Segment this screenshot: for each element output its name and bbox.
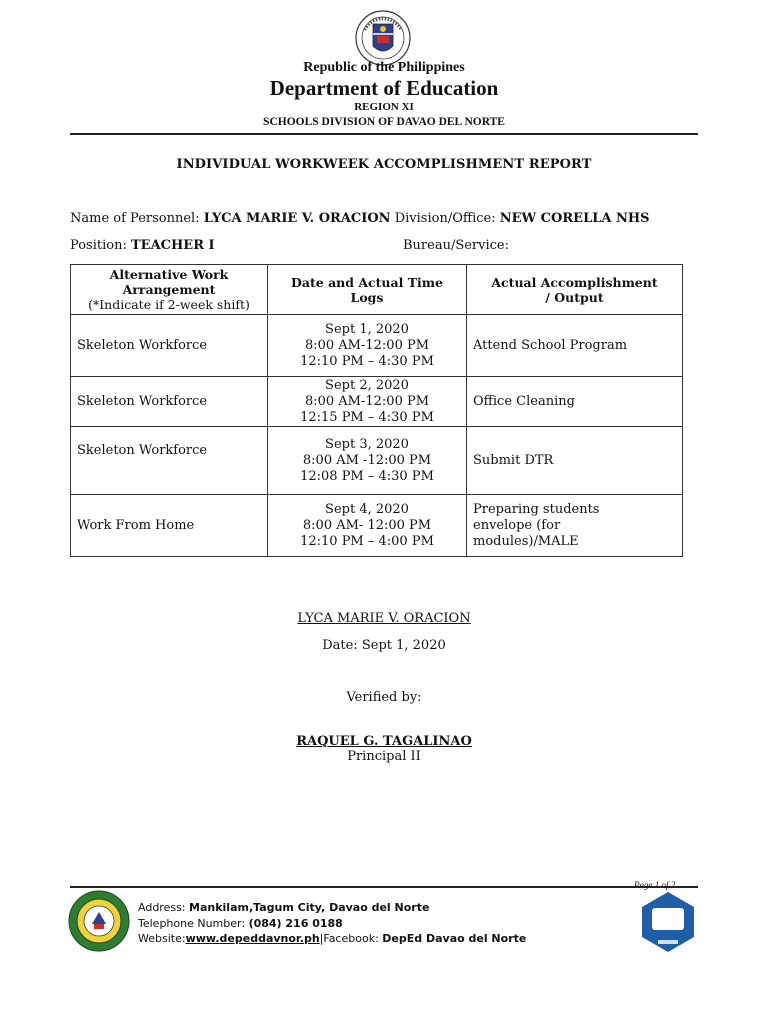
cell-log-pm: 12:10 PM – 4:30 PM (300, 353, 434, 369)
address-label: Address: (138, 901, 186, 914)
header-arrangement (71, 265, 268, 315)
footer-address (138, 900, 526, 916)
phone-value: (084) 216 0188 (248, 916, 343, 930)
cell-log-pm: 12:15 PM – 4:30 PM (300, 409, 434, 425)
signatory-block (0, 611, 768, 626)
cell-arrangement: Work From Home (71, 495, 268, 557)
website-link[interactable]: www.depeddavnor.ph (185, 932, 320, 945)
footer-contact (138, 900, 526, 947)
cell-date-logs (268, 315, 467, 377)
header-republic: Republic of the Philippines (303, 60, 465, 75)
cell-arrangement: Skeleton Workforce (71, 427, 268, 495)
table-row (71, 495, 683, 557)
page-number: Page 1 of 2 (634, 880, 676, 890)
cell-date: Sept 3, 2020 (325, 436, 409, 452)
division-label: Division/Office: (394, 211, 496, 226)
signatory-name: LYCA MARIE V. ORACION (297, 611, 471, 626)
footer-phone (138, 916, 526, 932)
header-accomplishment: Actual Accomplishment / Output (467, 265, 683, 315)
verified-by-label: Verified by: (346, 690, 422, 705)
tuv-sud-iso-9001-logo (636, 890, 700, 954)
accomplishment-table (70, 264, 683, 557)
cell-log-am: 8:00 AM- 12:00 PM (302, 517, 432, 533)
verifier-title: Principal II (347, 749, 421, 764)
cell-output: Office Cleaning (467, 377, 683, 427)
position-label: Position: (70, 238, 127, 253)
cell-log-pm: 12:08 PM – 4:30 PM (300, 468, 434, 484)
name-value: LYCA MARIE V. ORACION (203, 211, 391, 226)
bureau-field (403, 238, 509, 253)
deped-seal-icon (355, 10, 411, 66)
facebook-value: DepEd Davao del Norte (382, 932, 527, 945)
cell-date: Sept 2, 2020 (325, 377, 409, 393)
division-davao-del-norte-logo (68, 890, 130, 952)
verifier-name: RAQUEL G. TAGALINAO (296, 734, 472, 749)
header-date-logs: Date and Actual Time Logs (268, 265, 467, 315)
cell-log-am: 8:00 AM-12:00 PM (304, 393, 430, 409)
facebook-label: |Facebook: (319, 932, 379, 945)
division-value: NEW CORELLA NHS (499, 211, 650, 226)
cell-date: Sept 1, 2020 (325, 321, 409, 337)
cell-arrangement: Skeleton Workforce (71, 315, 268, 377)
cell-arrangement: Skeleton Workforce (71, 377, 268, 427)
cell-output: Attend School Program (467, 315, 683, 377)
cell-date-logs (268, 377, 467, 427)
table-header-row (71, 265, 683, 315)
header-department: Department of Education (269, 76, 499, 100)
cell-log-am: 8:00 AM-12:00 PM (304, 337, 430, 353)
name-label: Name of Personnel: (70, 211, 200, 226)
cell-log-pm: 12:10 PM – 4:00 PM (300, 533, 434, 549)
name-of-personnel (70, 211, 650, 226)
cell-output: Preparing students envelope (for modules)/MALE (467, 495, 683, 557)
header-arrangement-title: Alternative Work Arrangement (109, 267, 229, 297)
header-arrangement-note: (*Indicate if 2-week shift) (88, 297, 250, 312)
verifier-block (0, 734, 768, 749)
cell-date-logs (268, 495, 467, 557)
phone-label: Telephone Number: (138, 916, 246, 930)
table-row (71, 315, 683, 377)
bureau-label: Bureau/Service: (403, 238, 510, 253)
report-title: INDIVIDUAL WORKWEEK ACCOMPLISHMENT REPORT (176, 157, 592, 172)
address-value: Mankilam,Tagum City, Davao del Norte (189, 901, 430, 914)
footer-web (138, 931, 526, 947)
position-value: TEACHER I (130, 238, 215, 253)
footer-divider (70, 886, 698, 888)
website-label: Website: (138, 932, 186, 945)
header-region: REGION XI (354, 101, 414, 113)
header-division: SCHOOLS DIVISION OF DAVAO DEL NORTE (263, 116, 505, 128)
table-row (71, 377, 683, 427)
signature-date: Date: Sept 1, 2020 (322, 638, 446, 653)
cell-log-am: 8:00 AM -12:00 PM (302, 452, 432, 468)
cell-date: Sept 4, 2020 (325, 501, 409, 517)
cell-output: Submit DTR (467, 427, 683, 495)
table-row (71, 427, 683, 495)
header-divider (70, 133, 698, 135)
position-field (70, 238, 215, 253)
cell-date-logs (268, 427, 467, 495)
